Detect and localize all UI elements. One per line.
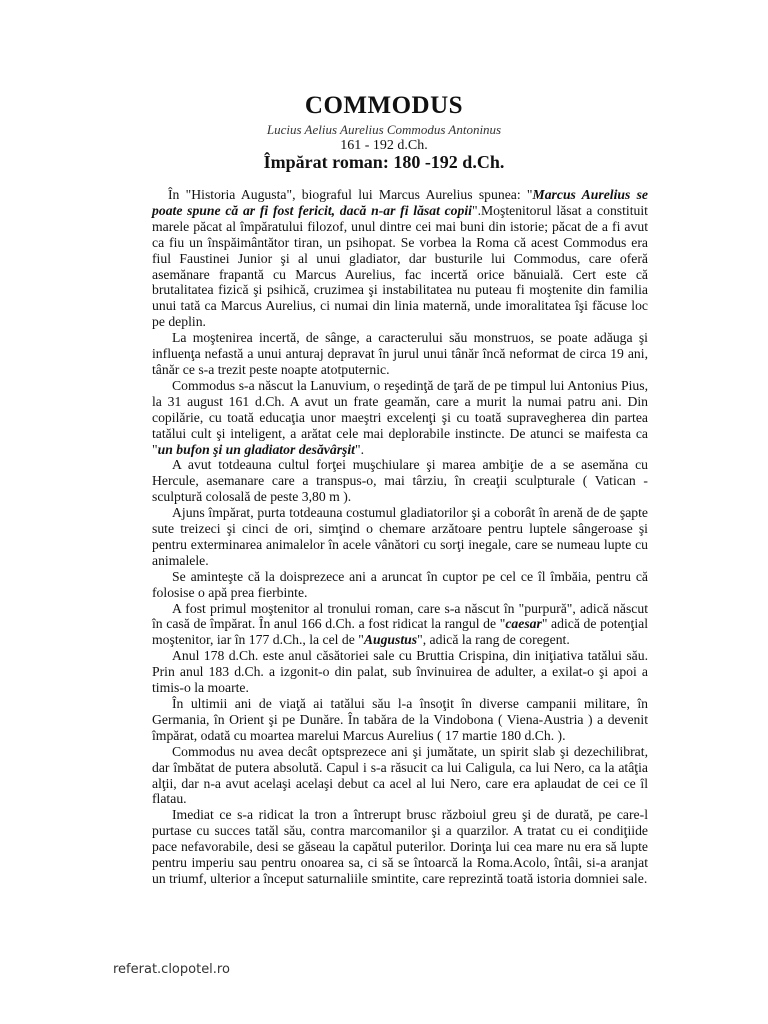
quote-text: Marcus Aurelius se poate spune că ar fi fost fericit, dacă n-ar fi lăsat copii: [152, 187, 648, 218]
paragraph: Se aminteşte că la doisprezece ani a aruncat în cuptor pe cel ce îl îmbăia, pentru că folosise o apă prea fierbinte.: [152, 568, 648, 600]
life-dates: 161 - 192 d.Ch.: [340, 138, 428, 153]
article-body: [152, 187, 648, 887]
paragraph: Commodus nu avea decât optsprezece ani şi jumătate, un spirit slab şi dezechilibrat, dar îmbătat de putera absolută. Capul i s-a răsucit ca lui Caligula, ca lui Nero, ca la atâţia alţii, dar n-a avut acelaşi acelaşi debut ca acel al lui Nero, care era aplaudat de cei ce îl flatau.: [152, 743, 648, 807]
paragraph: Commodus s-a născut la Lanuvium, o reşedinţă de ţară de pe timpul lui Antonius Pius, la 31 august 161 d.Ch. A avut un frate geamăn, care a murit la numai patru ani. Din copilărie, cu toată educaţia unor maeştri excelenţi şi cu toată supravegherea din partea tatălui cult şi inteligent, a arătat cele mai deplorabile instincte. De atunci se maifesta ca "un bufon şi un gladiator desăvârşit".: [152, 377, 648, 457]
quote-text: caesar: [505, 616, 542, 632]
paragraph: A fost primul moştenitor al tronului roman, care s-a născut în "purpură", adică născut în casă de împărat. În anul 166 d.Ch. a fost ridicat la rangul de "caesar" adică de potenţial moştenitor, iar în 177 d.Ch., la cel de "Augustus", adică la rang de coregent.: [152, 600, 649, 648]
full-name-subtitle: Lucius Aelius Aurelius Commodus Antoninus: [266, 122, 502, 137]
quote-text: Augustus: [363, 632, 418, 648]
paragraph: Anul 178 d.Ch. este anul căsătoriei sale cu Bruttia Crispina, din iniţiativa tatălui său. Prin anul 183 d.Ch. a izgonit-o din palat, sub învinuirea de adulter, a exilat-o şi apoi a timis-o la moarte.: [152, 648, 648, 696]
paragraph: A avut totdeauna cultul forţei muşchiulare şi marea ambiţie de a se asemăna cu Hercule, asemanare care a transpus-o, mai târziu, în creaţii sculpturale ( Vatican - sculptură colosală de peste 3,80 m ).: [152, 457, 648, 505]
paragraph: La moştenirea incertă, de sânge, a caracterului său monstruos, se poate adăuga şi influenţa nefastă a unui anturaj depravat în jurul unui tânăr încă neformat de circa 19 ani, tânăr ce s-a trezit peste noapte atotputernic.: [152, 330, 648, 377]
paragraph: În "Historia Augusta", biograful lui Marcus Aurelius spunea: "Marcus Aurelius se poate spune că ar fi fost fericit, dacă n-ar fi lăsat copii".Moştenitorul lăsat a constituit marele păcat al împăratului filozof, unul dintre cei mai buni din istorie; păcat de a fi avut ca fiu un înspăimântător tiran, un psihopat. Se vorbea la Roma că acest Commodus era fiul Faustinei Junior şi al unui gladiator, dar busturile lui Commodus, care oferă asemănare frapantă cu Marcus Aurelius, fac incertă orice bănuială. Cert este că brutalitatea fizică şi psihică, cruzimea şi instabilitatea nu puteau fi moştenite din familia unui tată ca Marcus Aurelius, ci numai din linia maternă, unde imoralitatea îşi făcuse loc pe deplin.: [152, 187, 648, 330]
reign-heading: Împărat roman: 180 -192 d.Ch.: [263, 152, 505, 172]
source-watermark: referat.clopotel.ro: [113, 962, 230, 977]
quote-text: un bufon şi un gladiator desăvârşit: [157, 441, 355, 457]
page-title: COMMODUS: [304, 92, 464, 119]
paragraph: În ultimii ani de viaţă ai tatălui său l-a însoţit în diverse campanii militare, în Germania, în Orient şi pe Dunăre. În tabăra de la Vindobona ( Viena-Austria ) a devenit împărat, odată cu moartea marelui Marcus Aurelius ( 17 martie 180 d.Ch. ).: [152, 696, 648, 743]
paragraph: Imediat ce s-a ridicat la tron a întrerupt brusc războiul greu şi de durată, pe care-l purtase cu succes tatăl său, contra marcomanilor şi a quarzilor. A tratat cu ei condiţiide pace nefavorabile, desi se găseau la capătul puterilor. Dorinţa lui cea mare nu era să lupte pentru imperiu sau pentru onoarea sa, ci să se întoarcă la Roma.Acolo, întâi, si-a aranjat un triumf, ulterior a început saturnaliile smintite, care reprezintă toată istoria domniei sale.: [152, 807, 648, 886]
paragraph: Ajuns împărat, purta totdeauna costumul gladiatorilor şi a coborât în arenă de de şapte sute treizeci şi cinci de ori, simţind o chemare arzătoare pentru luptele sângeroase şi pentru exterminarea animalelor în acele vânători cu sorţi inegale, care se numeau lupte cu animalele.: [152, 505, 648, 568]
